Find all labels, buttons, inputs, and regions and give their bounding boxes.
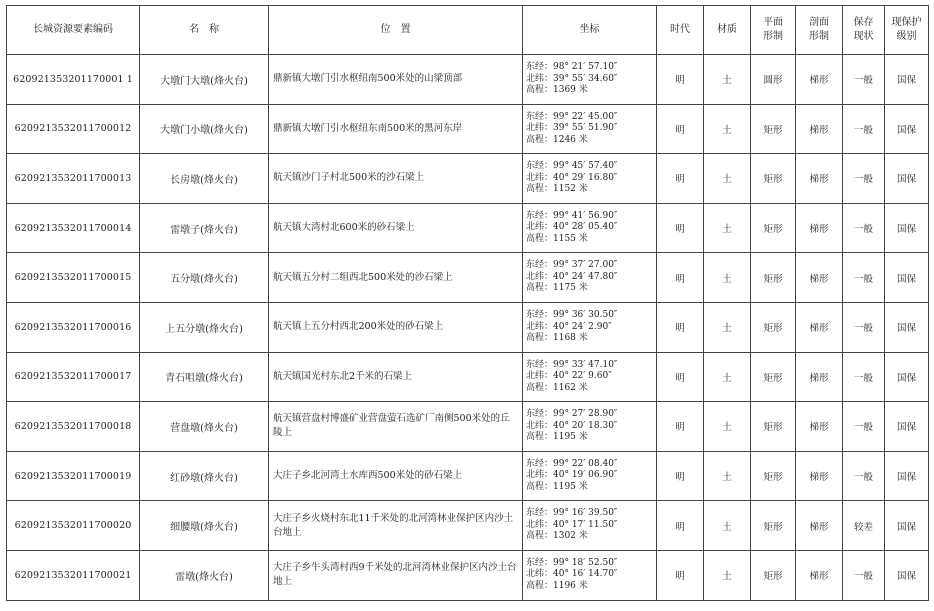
- cell-section-shape: 梯形: [796, 104, 843, 154]
- coordinate-lon: 东经：99° 18′ 52.50″: [526, 557, 618, 568]
- cell-preservation: 一般: [843, 451, 885, 501]
- table-body: [7, 55, 929, 601]
- cell-name: 大墩门小墩(烽火台): [140, 104, 269, 154]
- cell-protection: 国保: [885, 451, 929, 501]
- cell-preservation: 一般: [843, 104, 885, 154]
- coordinate-elev: 高程：1155 米: [526, 233, 588, 244]
- cell-location: 大庄子乡火烧村东北11千米处的北河湾林业保护区内沙土台地上: [269, 501, 523, 551]
- cell-coordinates: [523, 352, 657, 402]
- coordinate-lon: 东经：99° 41′ 56.90″: [526, 210, 618, 221]
- header-preservation: [843, 6, 885, 55]
- coordinate-lon: 东经：99° 27′ 28.90″: [526, 409, 618, 420]
- cell-location: 大庄子乡牛头湾村西9千米处的北河湾林业保护区内沙土台地上: [269, 550, 523, 600]
- coordinate-elev: 高程：1152 米: [526, 184, 588, 195]
- coordinate-lon: 东经：99° 37′ 27.00″: [526, 260, 618, 271]
- table-row: [7, 55, 929, 105]
- cell-section-shape: 梯形: [796, 55, 843, 105]
- cell-coordinates: [523, 550, 657, 600]
- cell-plane-shape: 矩形: [751, 451, 796, 501]
- cell-section-shape: 梯形: [796, 501, 843, 551]
- coordinate-lat: 北纬：40° 20′ 18.30″: [526, 420, 618, 431]
- cell-protection: 国保: [885, 203, 929, 253]
- cell-material: 土: [704, 402, 751, 452]
- header-section-shape: [796, 6, 843, 55]
- great-wall-resource-table: [6, 5, 929, 601]
- cell-plane-shape: 矩形: [751, 550, 796, 600]
- table-row: [7, 154, 929, 204]
- header-code: 长城资源要素编码: [7, 6, 140, 55]
- cell-material: 土: [704, 253, 751, 303]
- header-coordinates: 坐标: [523, 6, 657, 55]
- cell-material: 土: [704, 203, 751, 253]
- cell-code: 6209213532011700013: [7, 154, 140, 204]
- cell-material: 土: [704, 55, 751, 105]
- cell-era: 明: [657, 550, 704, 600]
- cell-material: 土: [704, 501, 751, 551]
- cell-name: 细腰墩(烽火台): [140, 501, 269, 551]
- cell-plane-shape: 圆形: [751, 55, 796, 105]
- coordinate-lat: 北纬：40° 19′ 06.90″: [526, 470, 618, 481]
- cell-era: 明: [657, 203, 704, 253]
- coordinate-lat: 北纬：40° 29′ 16.80″: [526, 172, 618, 183]
- header-protection: [885, 6, 929, 55]
- cell-section-shape: 梯形: [796, 203, 843, 253]
- table-row: [7, 501, 929, 551]
- cell-plane-shape: 矩形: [751, 501, 796, 551]
- cell-plane-shape: 矩形: [751, 203, 796, 253]
- cell-code: 6209213532011700015: [7, 253, 140, 303]
- header-era: 时代: [657, 6, 704, 55]
- coordinate-elev: 高程：1168 米: [526, 333, 588, 344]
- cell-era: 明: [657, 402, 704, 452]
- cell-protection: 国保: [885, 402, 929, 452]
- cell-preservation: 一般: [843, 550, 885, 600]
- header-name: 名 称: [140, 6, 269, 55]
- coordinate-elev: 高程：1195 米: [526, 432, 588, 443]
- cell-coordinates: [523, 451, 657, 501]
- cell-code: 6209213532011700017: [7, 352, 140, 402]
- cell-name: 大墩门大墩(烽火台): [140, 55, 269, 105]
- cell-location: 航天镇营盘村博盛矿业营盘萤石选矿厂南侧500米处的丘陵上: [269, 402, 523, 452]
- cell-code: 6209213532011700021: [7, 550, 140, 600]
- coordinate-lon: 东经：99° 33′ 47.10″: [526, 359, 618, 370]
- table-header: [7, 6, 929, 55]
- cell-era: 明: [657, 104, 704, 154]
- cell-coordinates: [523, 501, 657, 551]
- cell-material: 土: [704, 550, 751, 600]
- cell-name: 营盘墩(烽火台): [140, 402, 269, 452]
- header-protection-line2: 级别: [896, 31, 917, 42]
- cell-location: 鼎新镇大墩门引水枢纽南500米处的山梁顶部: [269, 55, 523, 105]
- coordinate-elev: 高程：1162 米: [526, 382, 588, 393]
- coordinate-lon: 东经：99° 16′ 39.50″: [526, 508, 618, 519]
- coordinate-lat: 北纬：40° 17′ 11.50″: [526, 519, 618, 530]
- header-section-shape-line1: 剖面: [809, 17, 829, 28]
- cell-code: 6209213532011700016: [7, 302, 140, 352]
- coordinate-lon: 东经：99° 36′ 30.50″: [526, 310, 618, 321]
- cell-section-shape: 梯形: [796, 550, 843, 600]
- coordinate-elev: 高程：1196 米: [526, 580, 588, 591]
- header-location: 位 置: [269, 6, 523, 55]
- cell-coordinates: [523, 253, 657, 303]
- cell-location: 航天镇国光村东北2千米的石梁上: [269, 352, 523, 402]
- coordinate-lat: 北纬：40° 24′ 47.80″: [526, 271, 618, 282]
- table-row: [7, 302, 929, 352]
- coordinate-elev: 高程：1302 米: [526, 531, 588, 542]
- cell-coordinates: [523, 104, 657, 154]
- cell-coordinates: [523, 402, 657, 452]
- header-protection-line1: 现保护: [891, 17, 922, 28]
- coordinate-lat: 北纬：39° 55′ 51.90″: [526, 123, 618, 134]
- cell-coordinates: [523, 302, 657, 352]
- cell-section-shape: 梯形: [796, 154, 843, 204]
- cell-preservation: 一般: [843, 203, 885, 253]
- coordinate-elev: 高程：1195 米: [526, 481, 588, 492]
- cell-code: 6209213532011700014: [7, 203, 140, 253]
- cell-name: 青石咀墩(烽火台): [140, 352, 269, 402]
- cell-name: 雷墩子(烽火台): [140, 203, 269, 253]
- table-row: [7, 253, 929, 303]
- cell-plane-shape: 矩形: [751, 253, 796, 303]
- cell-protection: 国保: [885, 104, 929, 154]
- cell-material: 土: [704, 104, 751, 154]
- header-preservation-line1: 保存: [853, 17, 874, 28]
- cell-preservation: 一般: [843, 253, 885, 303]
- cell-era: 明: [657, 253, 704, 303]
- cell-code: 620921353201170001 1: [7, 55, 140, 105]
- cell-protection: 国保: [885, 550, 929, 600]
- cell-location: 航天镇大湾村北600米的砂石梁上: [269, 203, 523, 253]
- coordinate-lon: 东经：98° 21′ 57.10″: [526, 62, 618, 73]
- cell-plane-shape: 矩形: [751, 352, 796, 402]
- coordinate-lat: 北纬：40° 22′ 9.60″: [526, 371, 612, 382]
- coordinate-lon: 东经：99° 22′ 45.00″: [526, 111, 618, 122]
- cell-material: 土: [704, 352, 751, 402]
- cell-preservation: 一般: [843, 402, 885, 452]
- coordinate-elev: 高程：1369 米: [526, 85, 588, 96]
- cell-preservation: 一般: [843, 154, 885, 204]
- cell-era: 明: [657, 154, 704, 204]
- cell-protection: 国保: [885, 55, 929, 105]
- cell-protection: 国保: [885, 352, 929, 402]
- coordinate-lat: 北纬：40° 16′ 14.70″: [526, 569, 618, 580]
- cell-name: 上五分墩(烽火台): [140, 302, 269, 352]
- header-plane-shape: [751, 6, 796, 55]
- cell-coordinates: [523, 154, 657, 204]
- cell-coordinates: [523, 55, 657, 105]
- cell-section-shape: 梯形: [796, 402, 843, 452]
- cell-plane-shape: 矩形: [751, 302, 796, 352]
- coordinate-lat: 北纬：39° 55′ 34.60″: [526, 73, 618, 84]
- table-row: [7, 203, 929, 253]
- header-plane-shape-line2: 形制: [763, 31, 783, 42]
- cell-material: 土: [704, 302, 751, 352]
- coordinate-lat: 北纬：40° 28′ 05.40″: [526, 222, 618, 233]
- cell-location: 航天镇五分村二组西北500米处的沙石梁上: [269, 253, 523, 303]
- cell-preservation: 一般: [843, 55, 885, 105]
- cell-section-shape: 梯形: [796, 302, 843, 352]
- cell-name: 雷墩(烽火台): [140, 550, 269, 600]
- cell-material: 土: [704, 451, 751, 501]
- cell-preservation: 较差: [843, 501, 885, 551]
- table-row: [7, 402, 929, 452]
- cell-preservation: 一般: [843, 302, 885, 352]
- cell-material: 土: [704, 154, 751, 204]
- cell-name: 长房墩(烽火台): [140, 154, 269, 204]
- cell-name: 红砂墩(烽火台): [140, 451, 269, 501]
- cell-section-shape: 梯形: [796, 451, 843, 501]
- cell-plane-shape: 矩形: [751, 104, 796, 154]
- cell-section-shape: 梯形: [796, 352, 843, 402]
- cell-protection: 国保: [885, 501, 929, 551]
- header-material: 材质: [704, 6, 751, 55]
- coordinate-lon: 东经：99° 22′ 08.40″: [526, 458, 618, 469]
- cell-code: 6209213532011700020: [7, 501, 140, 551]
- header-plane-shape-line1: 平面: [763, 17, 783, 28]
- cell-era: 明: [657, 352, 704, 402]
- cell-section-shape: 梯形: [796, 253, 843, 303]
- cell-code: 6209213532011700019: [7, 451, 140, 501]
- cell-era: 明: [657, 451, 704, 501]
- coordinate-lat: 北纬：40° 24′ 2.90″: [526, 321, 612, 332]
- table-row: [7, 104, 929, 154]
- cell-era: 明: [657, 501, 704, 551]
- cell-location: 鼎新镇大墩门引水枢纽东南500米的黑河东岸: [269, 104, 523, 154]
- cell-coordinates: [523, 203, 657, 253]
- cell-era: 明: [657, 55, 704, 105]
- header-preservation-line2: 现状: [853, 31, 874, 42]
- cell-plane-shape: 矩形: [751, 402, 796, 452]
- coordinate-elev: 高程：1175 米: [526, 283, 588, 294]
- cell-location: 大庄子乡北河湾土水库西500米处的砂石梁上: [269, 451, 523, 501]
- cell-protection: 国保: [885, 154, 929, 204]
- coordinate-elev: 高程：1246 米: [526, 134, 588, 145]
- table-row: [7, 550, 929, 600]
- table-row: [7, 352, 929, 402]
- cell-location: 航天镇沙门子村北500米的沙石梁上: [269, 154, 523, 204]
- cell-code: 6209213532011700012: [7, 104, 140, 154]
- cell-location: 航天镇上五分村西北200米处的砂石梁上: [269, 302, 523, 352]
- cell-code: 6209213532011700018: [7, 402, 140, 452]
- table-row: [7, 451, 929, 501]
- cell-name: 五分墩(烽火台): [140, 253, 269, 303]
- cell-preservation: 一般: [843, 352, 885, 402]
- header-section-shape-line2: 形制: [809, 31, 829, 42]
- cell-protection: 国保: [885, 302, 929, 352]
- coordinate-lon: 东经：99° 45′ 57.40″: [526, 161, 618, 172]
- cell-protection: 国保: [885, 253, 929, 303]
- cell-plane-shape: 矩形: [751, 154, 796, 204]
- cell-era: 明: [657, 302, 704, 352]
